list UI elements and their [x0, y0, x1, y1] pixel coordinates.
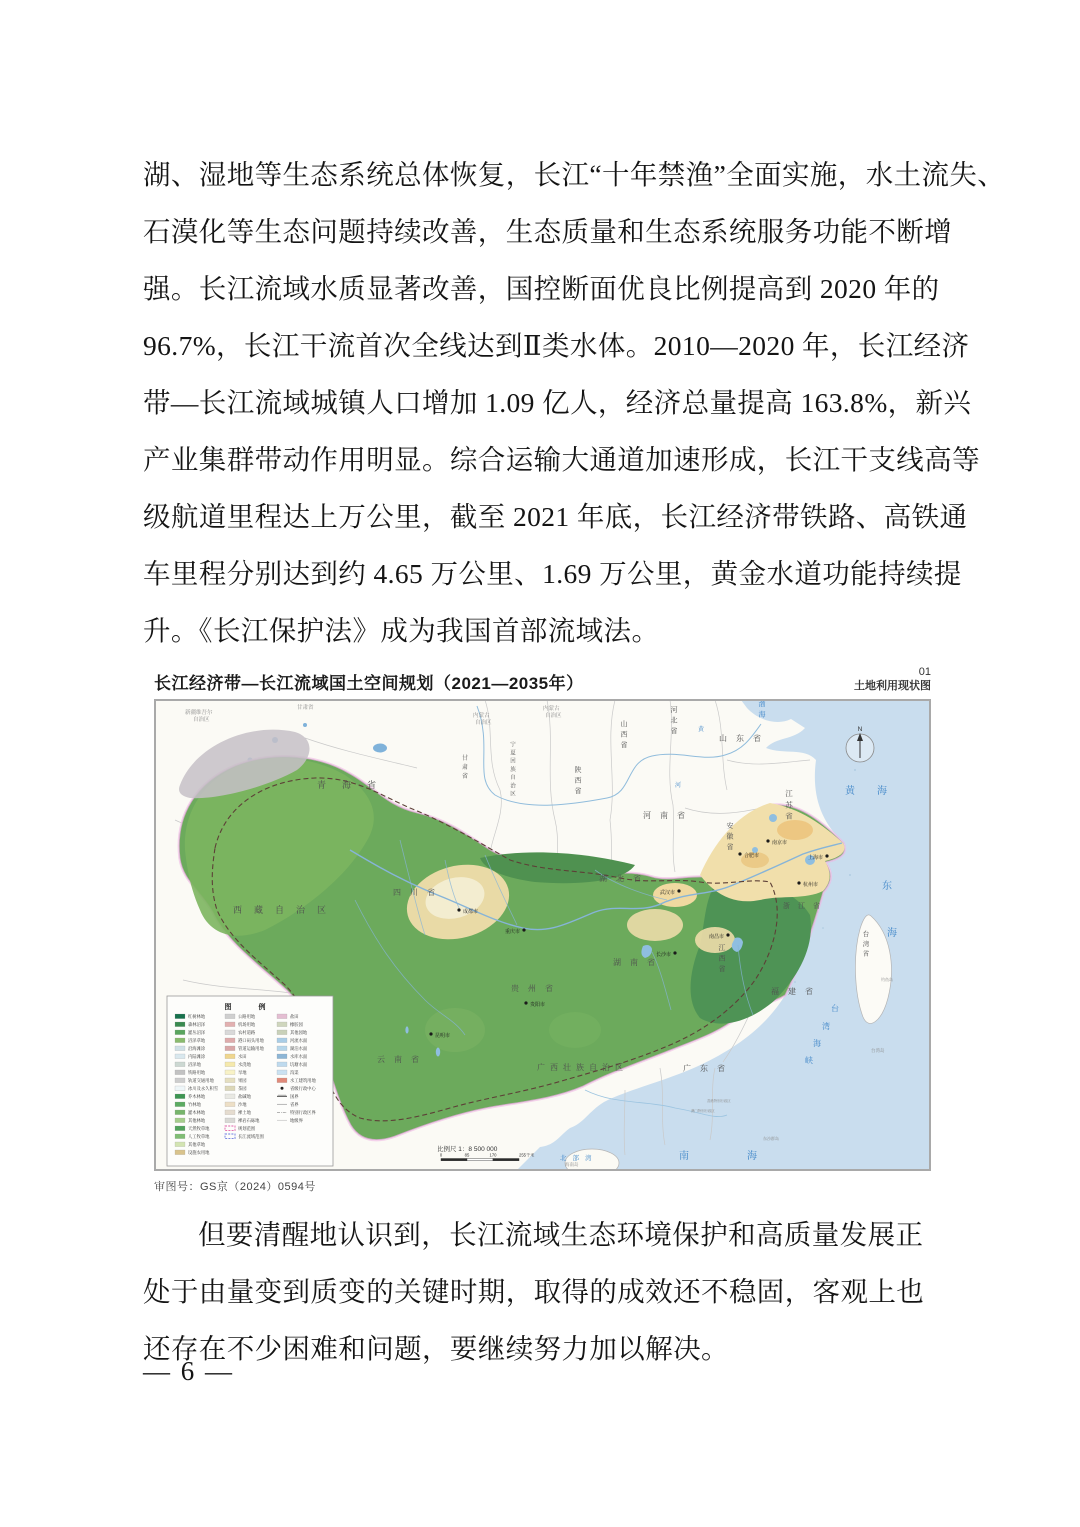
svg-text:裸岩石砾地: 裸岩石砾地	[238, 1117, 260, 1123]
svg-text:台湾省: 台湾省	[862, 930, 870, 957]
city-dot	[677, 889, 680, 892]
map-sheet-title: 土地利用现状图	[854, 679, 931, 692]
city-dot	[429, 1032, 432, 1035]
svg-text:河北省: 河北省	[670, 706, 678, 735]
map-approval-number: 审图号：GS京（2024）0594号	[154, 1180, 316, 1193]
svg-text:设施农用地: 设施农用地	[188, 1149, 210, 1155]
svg-text:其他草地: 其他草地	[188, 1141, 206, 1147]
svg-text:橡胶园: 橡胶园	[290, 1021, 303, 1027]
svg-text:灌木林地: 灌木林地	[188, 1109, 206, 1115]
svg-text:沟渠: 沟渠	[290, 1069, 299, 1075]
city-dot	[825, 854, 828, 857]
svg-text:福建省: 福建省	[771, 986, 822, 996]
svg-text:渤海: 渤海	[758, 700, 766, 718]
svg-text:轨道交通用地: 轨道交通用地	[188, 1077, 214, 1083]
svg-text:图 例: 图 例	[224, 1003, 276, 1011]
svg-text:沿海滩涂: 沿海滩涂	[188, 1045, 206, 1051]
svg-text:森林沼泽: 森林沼泽	[188, 1021, 206, 1027]
svg-text:湾: 湾	[822, 1021, 830, 1031]
svg-text:新疆维吾尔: 新疆维吾尔	[185, 709, 213, 716]
svg-text:水工建筑用地: 水工建筑用地	[290, 1077, 316, 1083]
svg-text:水浇地: 水浇地	[238, 1061, 251, 1067]
body-line: 级航道里程达上万公里，截至 2021 年底，长江经济带铁路、高铁通	[143, 501, 968, 532]
svg-text:甘肃省: 甘肃省	[461, 755, 469, 780]
svg-text:内陆滩涂: 内陆滩涂	[188, 1053, 206, 1059]
svg-text:湖泊水面: 湖泊水面	[290, 1045, 308, 1051]
svg-text:盐碱地: 盐碱地	[238, 1093, 251, 1099]
svg-text:规划范围: 规划范围	[238, 1125, 256, 1131]
svg-text:自治区: 自治区	[193, 716, 210, 723]
svg-text:地级界: 地级界	[290, 1117, 303, 1123]
svg-text:85: 85	[464, 1152, 470, 1157]
svg-text:江苏省: 江苏省	[785, 788, 793, 820]
svg-text:裸土地: 裸土地	[238, 1109, 251, 1115]
city-label: 武汉市	[659, 889, 675, 896]
map-sheet-number: 01	[918, 666, 931, 678]
svg-text:0: 0	[439, 1152, 443, 1157]
svg-text:机场用地: 机场用地	[238, 1021, 256, 1027]
svg-text:铁路用地: 铁路用地	[188, 1069, 206, 1075]
svg-text:竹林地: 竹林地	[188, 1101, 201, 1107]
svg-text:管道运输用地: 管道运输用地	[238, 1045, 264, 1051]
svg-text:黄海: 黄海	[845, 785, 909, 797]
svg-text:自治区: 自治区	[545, 712, 562, 719]
svg-text:乔木林地: 乔木林地	[188, 1093, 206, 1099]
svg-text:灌丛沼泽: 灌丛沼泽	[188, 1029, 206, 1035]
map-header	[154, 666, 931, 694]
svg-text:坑塘水面: 坑塘水面	[290, 1061, 308, 1067]
svg-text:水库水面: 水库水面	[290, 1053, 308, 1059]
svg-text:茶园: 茶园	[238, 1085, 247, 1091]
svg-text:钓鱼岛: 钓鱼岛	[881, 976, 893, 982]
svg-text:内蒙古: 内蒙古	[473, 712, 490, 719]
svg-text:特别行政区界: 特别行政区界	[290, 1109, 316, 1115]
svg-text:广东省: 广东省	[683, 1063, 734, 1073]
map-figure	[154, 666, 931, 1194]
svg-text:河: 河	[675, 782, 682, 789]
compass-n-label: N	[857, 725, 863, 733]
svg-text:省级行政中心: 省级行政中心	[290, 1085, 316, 1091]
paragraph-1	[143, 146, 1006, 659]
svg-text:沙地: 沙地	[238, 1101, 247, 1107]
city-label: 长沙市	[655, 951, 671, 958]
svg-text:长江流域范围: 长江流域范围	[238, 1133, 264, 1139]
svg-text:河流水面: 河流水面	[290, 1037, 308, 1043]
svg-text:贵州省: 贵州省	[511, 983, 562, 993]
svg-text:安徽省: 安徽省	[726, 822, 734, 851]
city-dot	[766, 839, 769, 842]
body-line: 升。《长江保护法》成为我国首部流域法。	[143, 615, 660, 646]
svg-text:公路用地: 公路用地	[238, 1013, 256, 1019]
body-line: 产业集群带动作用明显。综合运输大通道加速形成，长江干支线高等	[143, 444, 980, 475]
city-label: 南京市	[772, 839, 788, 846]
svg-text:天然牧草地: 天然牧草地	[188, 1125, 210, 1131]
svg-text:内蒙古: 内蒙古	[543, 705, 560, 712]
land-use-map	[154, 699, 931, 1171]
city-label: 重庆市	[504, 928, 520, 935]
svg-text:云南省: 云南省	[377, 1054, 428, 1064]
svg-text:香港特别行政区: 香港特别行政区	[707, 1098, 731, 1103]
svg-text:255千米: 255千米	[519, 1152, 535, 1157]
svg-text:四川省: 四川省	[393, 887, 444, 897]
svg-text:宁夏回族自治区: 宁夏回族自治区	[510, 741, 516, 797]
svg-text:南海: 南海	[679, 1150, 815, 1162]
svg-text:旱地: 旱地	[238, 1069, 247, 1075]
svg-text:河南省: 河南省	[643, 810, 694, 820]
body-line: 处于由量变到质变的关键时期，取得的成效还不稳固，客观上也	[143, 1276, 925, 1307]
svg-text:广西壮族自治区: 广西壮族自治区	[537, 1062, 628, 1072]
city-label: 贵阳市	[530, 1001, 546, 1008]
svg-text:盐田: 盐田	[290, 1013, 299, 1019]
svg-text:山东省: 山东省	[719, 733, 770, 743]
svg-text:沼泽地: 沼泽地	[188, 1061, 201, 1067]
city-dot	[673, 951, 676, 954]
svg-text:湖北省: 湖北省	[599, 873, 650, 883]
svg-text:冰川及永久积雪: 冰川及永久积雪	[188, 1085, 219, 1091]
svg-text:自治区: 自治区	[475, 719, 492, 726]
svg-text:其他林地: 其他林地	[188, 1117, 206, 1123]
svg-text:浙江省: 浙江省	[783, 902, 828, 910]
city-label: 上海市	[807, 854, 823, 861]
city-label: 昆明市	[435, 1032, 451, 1039]
svg-text:澳门特别行政区: 澳门特别行政区	[691, 1108, 715, 1113]
svg-text:沼泽草地: 沼泽草地	[188, 1037, 206, 1043]
svg-text:果园: 果园	[238, 1077, 247, 1083]
svg-text:东: 东	[882, 880, 892, 892]
svg-text:红树林地: 红树林地	[188, 1013, 206, 1019]
body-line: 石漠化等生态问题持续改善，生态质量和生态系统服务功能不断增	[143, 216, 953, 247]
svg-text:峡: 峡	[805, 1055, 813, 1065]
svg-text:西藏自治区: 西藏自治区	[233, 904, 339, 915]
svg-text:海: 海	[887, 927, 897, 939]
svg-text:其他园地: 其他园地	[290, 1029, 308, 1035]
city-label: 南昌市	[708, 933, 724, 940]
svg-text:江西省: 江西省	[718, 944, 726, 973]
city-dot	[524, 1001, 527, 1004]
svg-text:农村道路: 农村道路	[238, 1029, 256, 1035]
city-label: 成都市	[463, 908, 479, 915]
paragraph-2	[143, 1206, 943, 1377]
svg-text:港口码头用地: 港口码头用地	[238, 1037, 264, 1043]
svg-text:山西省: 山西省	[620, 720, 628, 749]
city-dot	[797, 881, 800, 884]
svg-text:青海省: 青海省	[317, 779, 393, 790]
svg-text:省界: 省界	[290, 1101, 299, 1107]
city-dot	[726, 933, 729, 936]
svg-text:海南岛: 海南岛	[565, 1161, 579, 1167]
body-line: 湖、湿地等生态系统总体恢复，长江“十年禁渔”全面实施，水土流失、	[143, 159, 1006, 190]
svg-text:东沙群岛: 东沙群岛	[763, 1135, 779, 1141]
svg-text:陕西省: 陕西省	[574, 766, 582, 795]
svg-text:人工牧草地: 人工牧草地	[188, 1133, 210, 1139]
map-legend	[167, 996, 333, 1166]
map-title: 长江经济带—长江流域国土空间规划（2021—2035年）	[154, 673, 584, 693]
body-line: 96.7%，长江干流首次全线达到Ⅱ类水体。2010—2020 年，长江经济	[143, 330, 970, 361]
svg-text:比例尺 1：8 500 000: 比例尺 1：8 500 000	[437, 1145, 498, 1153]
map-corner-label	[854, 666, 931, 694]
svg-text:170: 170	[489, 1152, 497, 1157]
body-line: 还存在不少困难和问题，要继续努力加以解决。	[143, 1333, 729, 1364]
city-label: 杭州市	[803, 881, 819, 888]
body-line: 强。长江流域水质显著改善，国控断面优良比例提高到 2020 年的	[143, 273, 940, 304]
body-line: 带—长江流域城镇人口增加 1.09 亿人，经济总量提高 163.8%，新兴	[143, 387, 972, 418]
svg-text:甘肃省: 甘肃省	[297, 704, 314, 711]
svg-text:黄: 黄	[698, 726, 705, 733]
svg-text:水田: 水田	[238, 1053, 247, 1059]
svg-text:海: 海	[813, 1038, 821, 1048]
city-dot	[522, 928, 525, 931]
city-dot	[738, 852, 741, 855]
svg-text:台: 台	[831, 1003, 839, 1013]
city-label: 合肥市	[744, 852, 760, 859]
city-dot	[457, 908, 460, 911]
body-line: 但要清醒地认识到，长江流域生态环境保护和高质量发展正	[198, 1219, 924, 1250]
page-number: — 6 —	[143, 1356, 234, 1386]
body-line: 车里程分别达到约 4.65 万公里、1.69 万公里，黄金水道功能持续提	[143, 558, 962, 589]
svg-text:湖南省: 湖南省	[613, 957, 664, 967]
svg-text:台湾岛: 台湾岛	[871, 1047, 885, 1053]
svg-text:北部湾: 北部湾	[560, 1154, 598, 1162]
svg-text:国界: 国界	[290, 1093, 299, 1099]
